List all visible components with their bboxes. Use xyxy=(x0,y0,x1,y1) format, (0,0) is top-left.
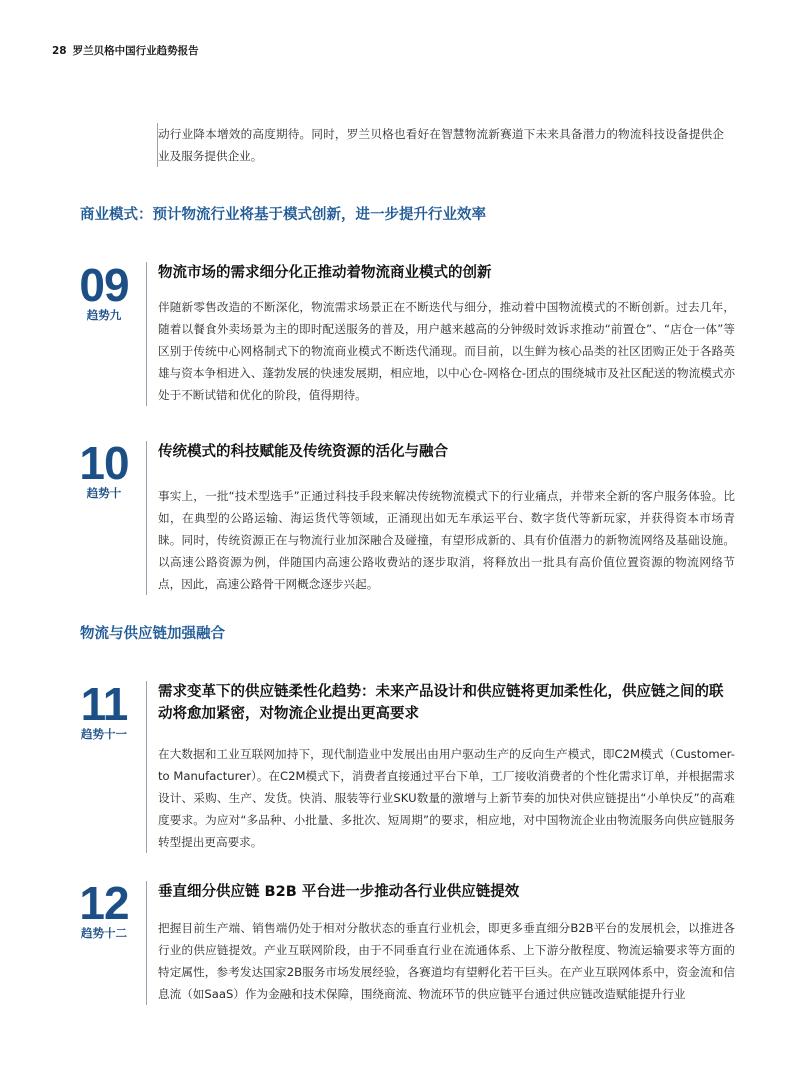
section-title-business-model: 商业模式：预计物流行业将基于模式创新，进一步提升行业效率 xyxy=(80,207,486,223)
trend-body-12: 把握目前生产端、销售端仍处于相对分散状态的垂直行业机会，即更多垂直细分B2B平台的发展机会，以推进各行业的供应链提效。产业互联网阶段，由于不同垂直行业在流通体系、上下游分散程度、物流运输要求等方面的特定属性，参考发达国家2B服务市场发展经验，各赛道均有望孵化若干巨头。在产业互联网体系中，资金流和信息流（如SaaS）作为金融和技术保障，围绕商流、物流环节的供应链平台通过供应链改造赋能提升行业 xyxy=(158,921,735,1001)
trend-block-11 xyxy=(146,681,735,853)
page-number: 28 xyxy=(52,45,67,57)
trend-heading-09: 物流市场的需求细分化正推动着物流商业模式的创新 xyxy=(158,265,492,281)
trend-body-10: 事实上，一批“技术型选手”正通过科技手段来解决传统物流模式下的行业痛点，并带来全新的客户服务体验。比如，在典型的公路运输、海运货代等领域，正涌现出如无车承运平台、数字货代等新玩家，并获得资本市场青睐。同时，传统资源正在与物流行业加深融合及碰撞，有望形成新的、具有价值潜力的新物流网络及基础设施。以高速公路资源为例，伴随国内高速公路收费站的逐步取消，将释放出一批具有高价值位置资源的物流网络节点，因此，高速公路骨干网概念逐步兴起。 xyxy=(158,489,735,591)
trend-block-12 xyxy=(146,881,735,1005)
trend-body-09: 伴随新零售改造的不断深化，物流需求场景正在不断迭代与细分，推动着中国物流模式的不断创新。过去几年，随着以餐食外卖场景为主的即时配送服务的普及，用户越来越高的分钟级时效诉求推动“前置仓”、“店仓一体”等区别于传统中心网格制式下的物流商业模式不断迭代涌现。而目前，以生鲜为核心品类的社区团购正处于各路英雄与资本争相进入、蓬勃发展的快速发展期，相应地，以中心仓-网格仓-团点的围绕城市及社区配送的物流模式亦处于不断试错和优化的阶段，值得期待。 xyxy=(158,300,735,402)
trend-tag-10: 趋势十 xyxy=(86,486,122,500)
report-title: 罗兰贝格中国行业趋势报告 xyxy=(72,45,199,57)
trend-heading-10: 传统模式的科技赋能及传统资源的活化与融合 xyxy=(158,444,448,460)
intro-paragraph-block xyxy=(157,123,724,167)
page-header xyxy=(52,43,199,58)
trend-number-09: 09 xyxy=(79,259,129,311)
trend-tag-12: 趋势十二 xyxy=(81,926,127,940)
trend-tag-09: 趋势九 xyxy=(86,308,122,322)
trend-heading-11: 需求变革下的供应链柔性化趋势：未来产品设计和供应链将更加柔性化，供应链之间的联动将愈加紧密，对物流企业提出更高要求 xyxy=(158,684,724,722)
trend-number-10: 10 xyxy=(79,437,129,489)
trend-heading-12: 垂直细分供应链 B2B 平台进一步推动各行业供应链提效 xyxy=(158,884,520,900)
trend-number-12: 12 xyxy=(79,877,129,929)
trend-tag-11: 趋势十一 xyxy=(81,727,127,741)
trend-number-11: 11 xyxy=(80,678,128,730)
trend-block-10 xyxy=(146,441,735,595)
intro-paragraph: 动行业降本增效的高度期待。同时，罗兰贝格也看好在智慧物流新赛道下未来具备潜力的物流科技设备提供企业及服务提供企业。 xyxy=(158,127,724,163)
section-title-supply-chain: 物流与供应链加强融合 xyxy=(80,626,225,642)
trend-body-11: 在大数据和工业互联网加持下，现代制造业中发展出由用户驱动生产的反向生产模式，即C2M模式（Customer-to Manufacturer）。在C2M模式下，消费者直接通过平台下单，工厂接收消费者的个性化需求订单，并根据需求设计、采购、生产、发货。快消、服装等行业SKU数量的激增与上新节奏的加快对供应链提出“小单快反”的高难度要求。为应对“多品种、小批量、多批次、短周期”的要求，相应地，对中国物流企业由物流服务向供应链服务转型提出更高要求。 xyxy=(158,747,735,849)
trend-block-09 xyxy=(146,262,735,406)
